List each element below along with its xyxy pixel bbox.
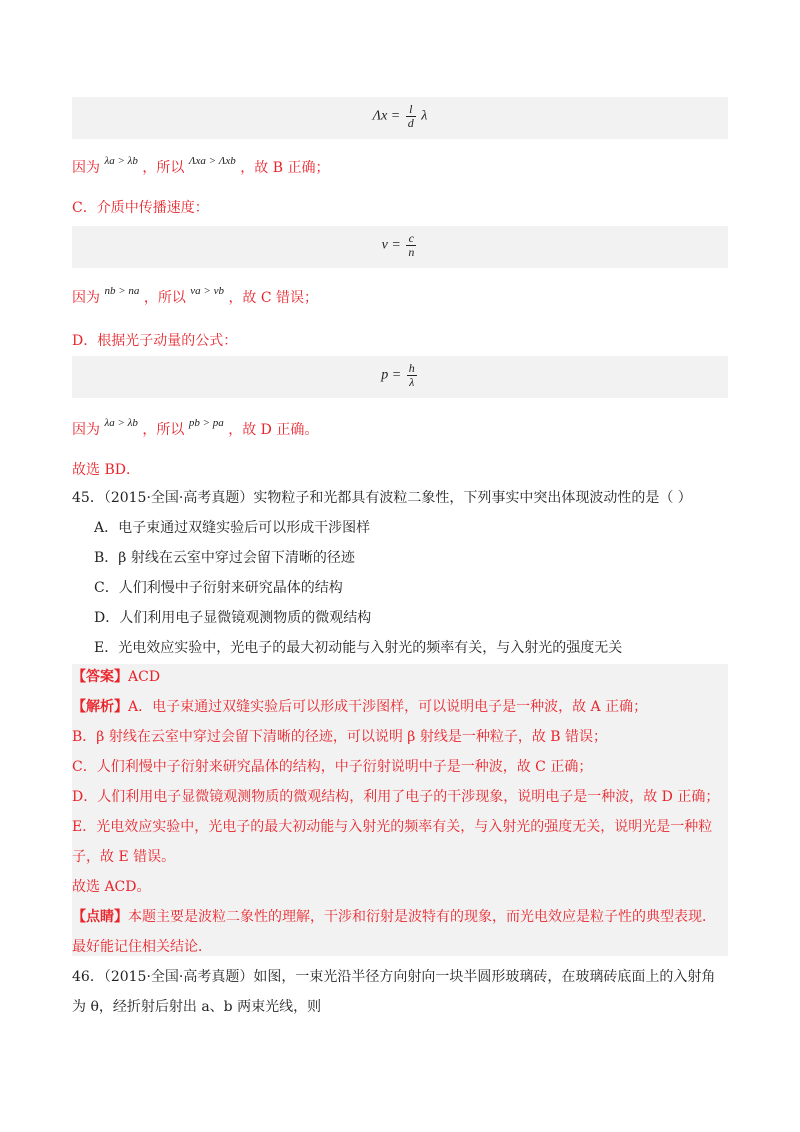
formula-box-3: [72, 356, 728, 398]
question-46-line-1: 46．（2015·全国·高考真题）如图，一束光沿半径方向射向一块半圆形玻璃砖，在玻璃砖底面上的入射角: [72, 969, 716, 985]
text-so: ，所以: [143, 290, 186, 306]
inequality-2: pb > pa: [188, 417, 224, 429]
fraction-denominator: n: [408, 245, 415, 259]
analysis-line-a: [72, 697, 647, 717]
fraction-numerator: c: [406, 232, 416, 246]
formula-box-2: [72, 226, 728, 268]
text-so: ，所以: [142, 160, 185, 176]
analysis-line-e-cont: 子，故 E 错误。: [72, 849, 176, 865]
fraction-numerator: l: [406, 103, 416, 117]
question-46-line-2: 为 θ，经折射后射出 a、b 两束光线，则: [72, 999, 322, 1015]
comment-line-1: [72, 907, 716, 927]
fraction-numerator: h: [408, 361, 415, 375]
formula-lhs: v =: [381, 237, 401, 253]
fraction: [406, 232, 416, 259]
text-because: 因为: [72, 160, 100, 176]
option-a: A．电子束通过双缝实验后可以形成干涉图样: [94, 520, 371, 536]
answer-line: [72, 667, 160, 687]
text-conclusion: ，故 C 错误；: [228, 290, 319, 306]
analysis-text: A．电子束通过双缝实验后可以形成干涉图样，可以说明电子是一种波，故 A 正确；: [128, 699, 648, 715]
text-so: ，所以: [142, 422, 185, 438]
explanation-d-line: [72, 417, 319, 441]
inequality-1: nb > na: [104, 285, 140, 297]
inequality-1: λa > λb: [104, 155, 138, 167]
fraction-denominator: λ: [409, 375, 415, 389]
formula-box-1: [72, 97, 728, 139]
text-because: 因为: [72, 290, 100, 306]
comment-text: 本题主要是波粒二象性的理解，干涉和衍射是波特有的现象，而光电效应是粒子性的典型表现．: [128, 909, 716, 925]
inequality-2: Λxa > Λxb: [188, 155, 236, 167]
text-conclusion: ，故 D 正确。: [228, 422, 319, 438]
analysis-label: 【解析】: [72, 699, 128, 715]
explanation-b-line: [72, 155, 330, 179]
option-e: E．光电效应实验中，光电子的最大初动能与入射光的频率有关，与入射光的强度无关: [94, 640, 623, 656]
option-c: C．人们利慢中子衍射来研究晶体的结构: [94, 580, 343, 596]
comment-label: 【点睛】: [72, 909, 128, 925]
choose-bd: 故选 BD．: [72, 462, 140, 478]
inequality-2: va > vb: [190, 285, 224, 297]
answer-label: 【答案】: [72, 669, 128, 685]
question-45-stem: 45．（2015·全国·高考真题）实物粒子和光都具有波粒二象性，下列事实中突出体现波动性的是（ ）: [72, 490, 692, 506]
fraction: [406, 103, 416, 130]
analysis-line-b: B．β 射线在云室中穿过会留下清晰的径迹，可以说明 β 射线是一种粒子，故 B 错误；: [72, 729, 608, 745]
explanation-c-line: [72, 285, 319, 309]
fraction-denominator: d: [407, 116, 414, 130]
analysis-line-c: C．人们利慢中子衍射来研究晶体的结构，中子衍射说明中子是一种波，故 C 正确；: [72, 759, 593, 775]
formula-lhs: p =: [381, 367, 402, 383]
d-heading: D．根据光子动量的公式：: [72, 333, 238, 349]
inequality-1: λa > λb: [104, 417, 138, 429]
formula-lhs: Λx =: [372, 108, 401, 124]
formula-rhs: λ: [421, 108, 428, 124]
choose-acd: 故选 ACD。: [72, 879, 151, 895]
option-b: B．β 射线在云室中穿过会留下清晰的径迹: [94, 550, 355, 566]
comment-line-2: 最好能记住相关结论．: [72, 939, 212, 955]
answer-value: ACD: [128, 669, 161, 685]
analysis-line-e: E．光电效应实验中，光电子的最大初动能与入射光的频率有关，与入射光的强度无关，说明光是一种粒: [72, 819, 713, 835]
text-conclusion: ，故 B 正确；: [240, 160, 330, 176]
analysis-line-d: D．人们利用电子显微镜观测物质的微观结构，利用了电子的干涉现象，说明电子是一种波，故 D 正确；: [72, 789, 720, 805]
text-because: 因为: [72, 422, 100, 438]
fraction: [407, 362, 417, 389]
c-heading: C．介质中传播速度：: [72, 200, 209, 216]
option-d: D．人们利用电子显微镜观测物质的微观结构: [94, 610, 372, 626]
